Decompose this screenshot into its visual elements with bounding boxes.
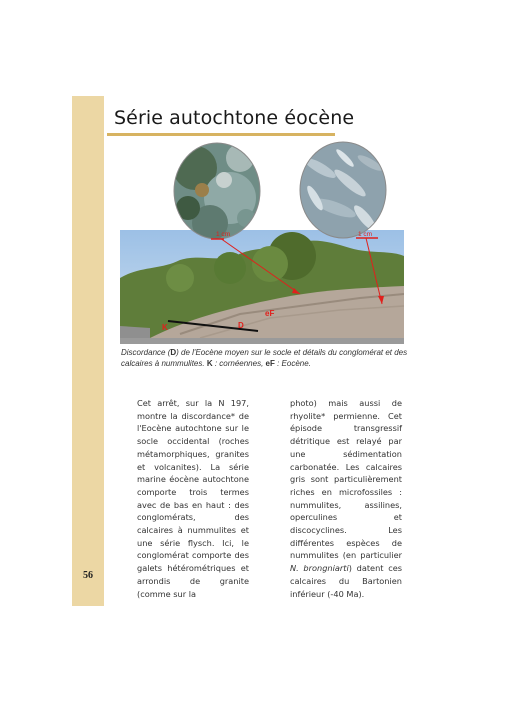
caption-K: K — [206, 359, 213, 368]
body-text-left-column: Cet arrêt, sur la N 197, montre la discordance* de l'Eocène autochtone sur le socle occidental (roches métamorphiques, granites et volcanites). La série marine éocène autochtone comporte trois termes avec de bas en haut : des conglomérats, des calcaires à nummulites et une série flysch. Ici, le conglomérat comporte des galets hétérométriques et arrondis de granite (comme sur la — [137, 398, 249, 599]
figure — [120, 138, 404, 346]
body-text-right-column: photo) mais aussi de rhyolite* permienne. Cet épisode transgressif détritique est relayé par une sédimentation carbonatée. Les calcaires gris sont particulièrement riches en microfossiles : nummulites, assilines, operculines et discocyclines. Les différentes espèces de nummulites (en particulier N. brongniarti) datent ces calcaires du Bartonien inférieur (-40 Ma). — [290, 398, 402, 599]
page-number: 56 — [83, 570, 93, 581]
scale-label-right: 1 cm — [358, 231, 373, 238]
caption-D: D — [170, 348, 177, 357]
label-K: K — [162, 323, 168, 332]
figure-caption: Discordance (D) de l'Eocène moyen sur le socle et détails du conglomérat et des calcaires à nummulites. K : cornéennes, eF : Eocène. — [121, 348, 408, 368]
caption-eF: eF — [265, 359, 275, 368]
label-D: D — [238, 321, 244, 330]
scale-label-left: 1 cm — [216, 231, 231, 238]
page-margin-strip — [72, 96, 104, 606]
title-underline — [107, 133, 335, 136]
page-title: Série autochtone éocène — [114, 107, 355, 129]
label-eF: eF — [265, 309, 275, 318]
species-name: N. brongniarti — [290, 563, 349, 574]
